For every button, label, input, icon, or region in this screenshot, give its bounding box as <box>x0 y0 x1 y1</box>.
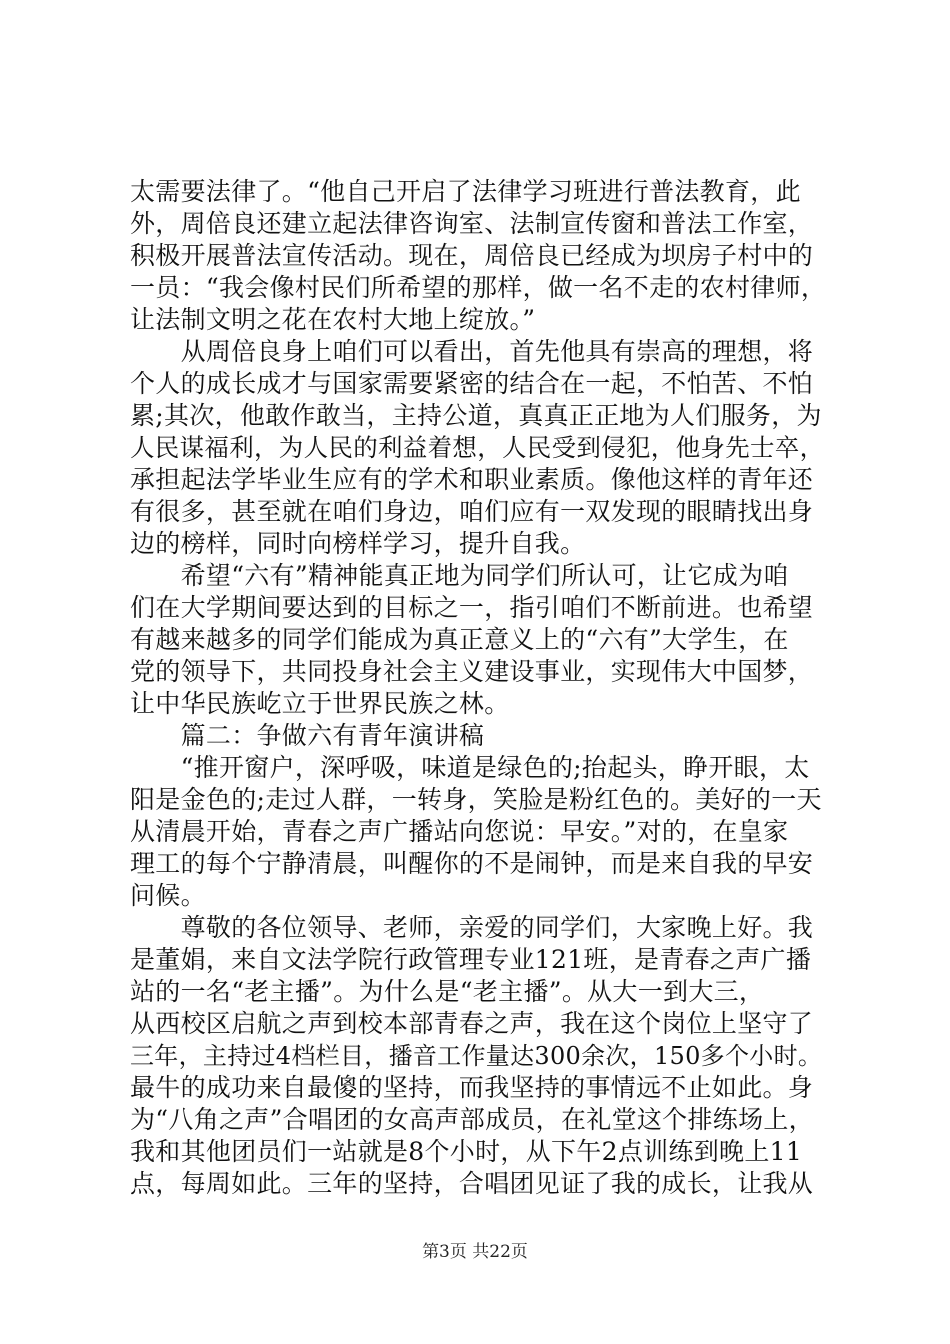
text-line: 最牛的成功来自最傻的坚持，而我坚持的事情远不止如此。身 <box>130 1073 814 1102</box>
text-line: 三年，主持过4档栏目，播音工作量达300余次，150多个小时。 <box>130 1042 823 1070</box>
text-line: 有越来越多的同学们能成为真正意义上的“六有”大学生，在 <box>130 625 789 654</box>
text-line: 从西校区启航之声到校本部青春之声，我在这个岗位上坚守了 <box>130 1009 814 1038</box>
text-line: 是董娟，来自文法学院行政管理专业121班，是青春之声广播 <box>130 945 812 974</box>
text-line: 边的榜样，同时向榜样学习，提升自我。 <box>130 529 586 558</box>
text-line: 一员：“我会像村民们所希望的那样，做一名不走的农村律师， <box>130 273 827 302</box>
text-line: 希望“六有”精神能真正地为同学们所认可，让它成为咱 <box>130 561 789 590</box>
text-line: 让中华民族屹立于世界民族之林。 <box>130 689 510 718</box>
text-line: 个人的成长成才与国家需要紧密的结合在一起，不怕苦、不怕 <box>130 369 814 398</box>
text-line: 尊敬的各位领导、老师，亲爱的同学们，大家晚上好。我 <box>130 913 814 942</box>
text-line: 太需要法律了。“他自己开启了法律学习班进行普法教育，此 <box>130 177 801 206</box>
text-line: 问候。 <box>130 881 206 910</box>
text-line: 有很多，甚至就在咱们身边，咱们应有一双发现的眼睛找出身 <box>130 497 814 526</box>
page-number: 第3页 共22页 <box>422 1242 528 1262</box>
text-line: 党的领导下，共同投身社会主义建设事业，实现伟大中国梦， <box>130 657 814 686</box>
text-line: 站的一名“老主播”。为什么是“老主播”。从大一到大三， <box>130 977 765 1006</box>
text-line: 阳是金色的;走过人群，一转身，笑脸是粉红色的。美好的一天 <box>130 785 822 814</box>
section-heading: 篇二：争做六有青年演讲稿 <box>130 721 485 750</box>
text-line: 理工的每个宁静清晨，叫醒你的不是闹钟，而是来自我的早安 <box>130 849 814 878</box>
text-line: 累;其次，他敢作敢当，主持公道，真真正正地为人们服务，为 <box>130 401 822 430</box>
text-line: 点，每周如此。三年的坚持，合唱团见证了我的成长，让我从 <box>130 1169 814 1198</box>
text-line: 从清晨开始，青春之声广播站向您说：早安。”对的，在皇家 <box>130 817 789 846</box>
text-line: 为“八角之声”合唱团的女高声部成员，在礼堂这个排练场上， <box>130 1105 814 1134</box>
text-line: 人民谋福利，为人民的利益着想，人民受到侵犯，他身先士卒， <box>130 433 825 462</box>
text-line: 让法制文明之花在农村大地上绽放。” <box>130 305 536 334</box>
text-line: “推开窗户，深呼吸，味道是绿色的;抬起头，睁开眼，太 <box>130 753 810 782</box>
text-line: 积极开展普法宣传活动。现在，周倍良已经成为坝房子村中的 <box>130 241 814 270</box>
text-line: 们在大学期间要达到的目标之一，指引咱们不断前进。也希望 <box>130 593 814 622</box>
text-line: 我和其他团员们一站就是8个小时，从下午2点训练到晚上11 <box>130 1137 803 1166</box>
text-line: 从周倍良身上咱们可以看出，首先他具有崇高的理想，将 <box>130 337 814 366</box>
text-line: 外，周倍良还建立起法律咨询室、法制宣传窗和普法工作室， <box>130 209 814 238</box>
text-line: 承担起法学毕业生应有的学术和职业素质。像他这样的青年还 <box>130 465 814 494</box>
